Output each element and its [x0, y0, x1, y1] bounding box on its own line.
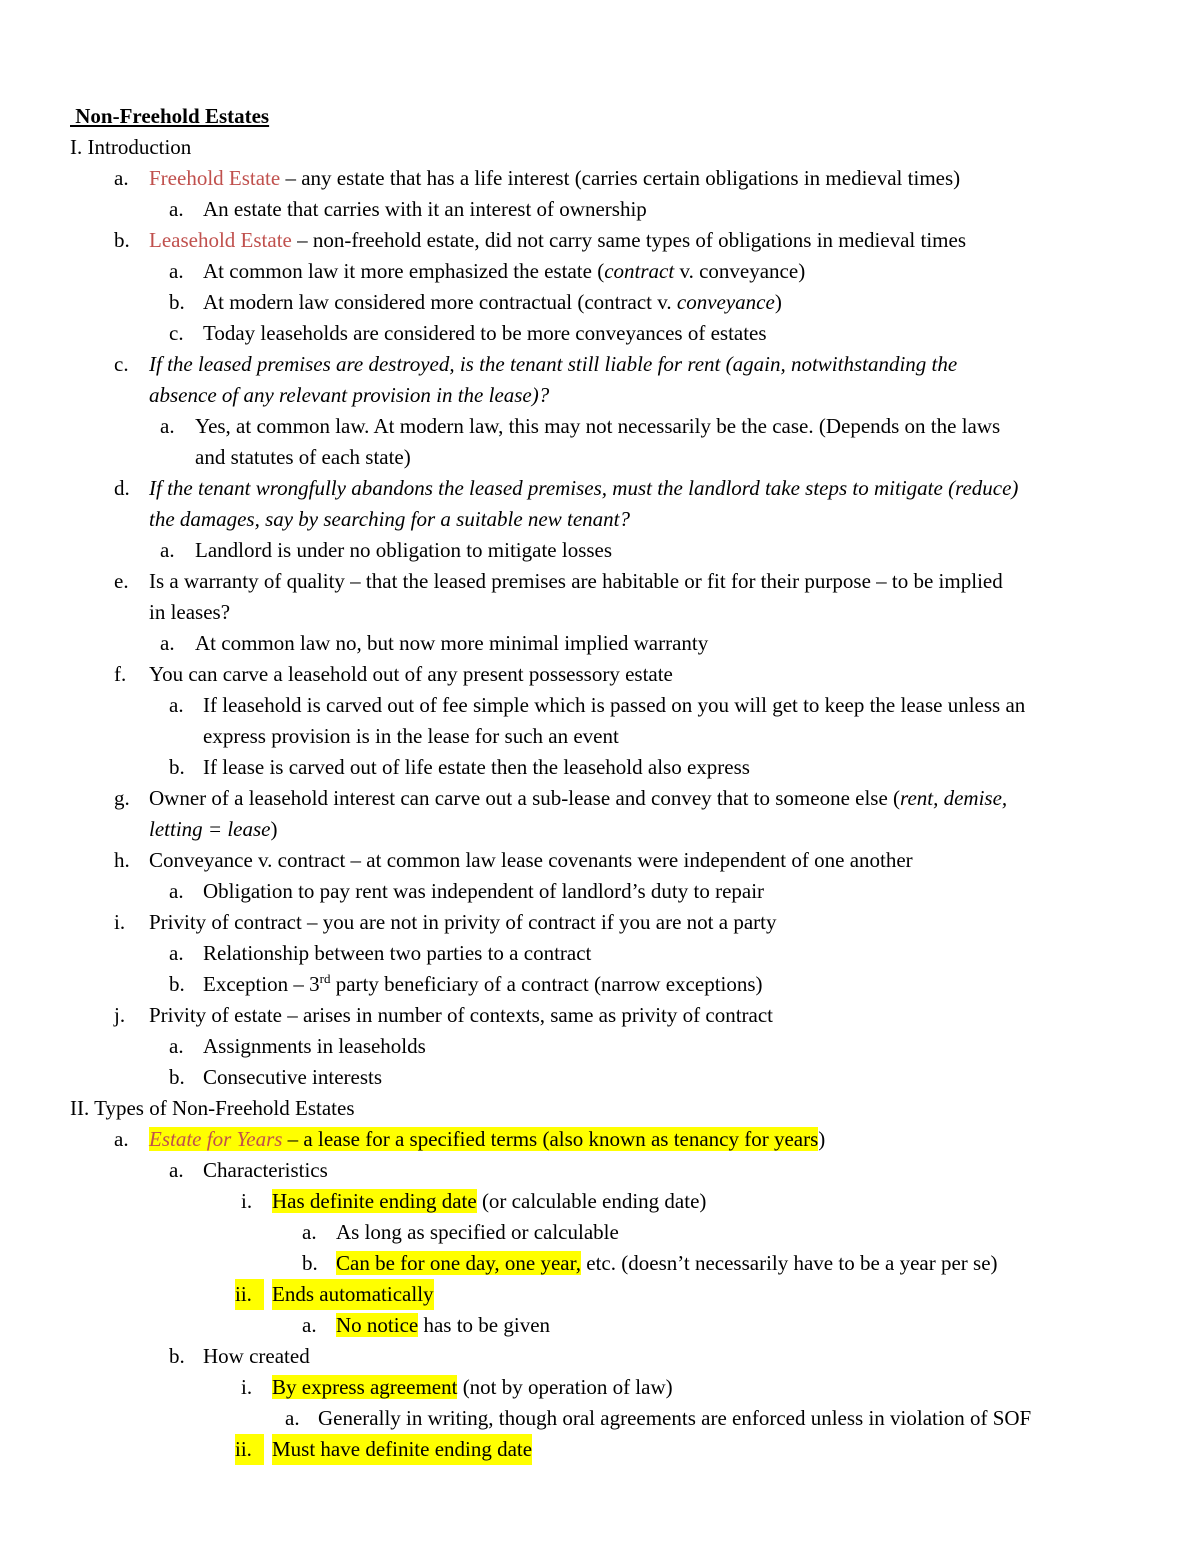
list-item-text: Generally in writing, though oral agreements are enforced unless in violation of SOF	[318, 1406, 1032, 1430]
list-marker: b.	[169, 1344, 185, 1368]
list-marker: b.	[169, 1065, 185, 1089]
list-item-text: Characteristics	[203, 1158, 328, 1182]
list-item-text: and statutes of each state)	[195, 445, 411, 469]
list-marker: a.	[114, 1127, 129, 1151]
list-marker: b.	[169, 290, 185, 314]
list-item-text: in leases?	[149, 600, 231, 624]
highlighted-text: Can be for one day, one year,	[336, 1251, 582, 1275]
list-item-text: (or calculable ending date)	[476, 1189, 707, 1213]
list-marker: h.	[114, 848, 130, 872]
list-item-text: Owner of a leasehold interest can carve out a sub-lease and convey that to someone else (	[149, 786, 901, 810]
question-text: If the leased premises are destroyed, is the tenant still liable for rent (again, notwithstanding the	[149, 352, 958, 376]
list-item-text: Today leaseholds are considered to be more conveyances of estates	[203, 321, 767, 345]
list-item-text: Obligation to pay rent was independent of landlord’s duty to repair	[203, 879, 765, 903]
list-marker: b.	[114, 228, 130, 252]
list-marker: j.	[114, 1003, 126, 1027]
list-marker: a.	[114, 166, 129, 190]
list-marker: a.	[169, 1158, 184, 1182]
list-marker: a.	[169, 197, 184, 221]
list-marker: b.	[169, 972, 185, 996]
emphasis-text: rent, demise,	[900, 786, 1008, 810]
list-marker: a.	[302, 1313, 317, 1337]
list-marker: g.	[114, 786, 130, 810]
list-marker: a.	[169, 879, 184, 903]
list-item-text: Consecutive interests	[203, 1065, 383, 1089]
list-item-text: – any estate that has a life interest (carries certain obligations in medieval times)	[280, 166, 961, 190]
list-item-text: If lease is carved out of life estate then the leasehold also express	[203, 755, 750, 779]
list-marker: f.	[114, 662, 127, 686]
list-marker: a.	[169, 941, 184, 965]
section-heading	[70, 1093, 355, 1124]
list-marker: e.	[114, 569, 129, 593]
highlighted-text: Ends automatically	[272, 1279, 434, 1310]
emphasis-text: contract	[604, 259, 675, 283]
list-marker: b.	[169, 755, 185, 779]
list-marker: ii.	[235, 1434, 264, 1465]
list-marker: a.	[160, 414, 175, 438]
list-item-text: – non-freehold estate, did not carry same types of obligations in medieval times	[291, 228, 967, 252]
term-leasehold-estate: Leasehold Estate	[149, 228, 292, 252]
list-item-text: v. conveyance)	[674, 259, 806, 283]
list-item-text: etc. (doesn’t necessarily have to be a year per se)	[581, 1251, 998, 1275]
list-item-text: )	[818, 1127, 826, 1151]
list-marker: ii.	[235, 1279, 264, 1310]
list-marker: i.	[241, 1375, 253, 1399]
highlighted-text: Must have definite ending date	[272, 1434, 532, 1465]
highlighted-text: – a lease for a specified terms (also known as tenancy for years	[282, 1127, 819, 1151]
list-marker: a.	[160, 538, 175, 562]
ordinal-superscript: rd	[319, 971, 331, 986]
list-item-text: Exception – 3	[203, 972, 320, 996]
list-item-text: )	[774, 290, 782, 314]
list-item-text: An estate that carries with it an interest of ownership	[203, 197, 647, 221]
list-marker: a.	[169, 693, 184, 717]
list-item-text: Relationship between two parties to a contract	[203, 941, 592, 965]
question-text: absence of any relevant provision in the lease)?	[149, 383, 550, 407]
emphasis-text: letting = lease	[149, 817, 271, 841]
section-heading-text: I. Introduction	[70, 135, 192, 159]
list-item-text: express provision is in the lease for such an event	[203, 724, 619, 748]
question-text: If the tenant wrongfully abandons the leased premises, must the landlord take steps to mitigate (reduce)	[149, 476, 1019, 500]
emphasis-text: conveyance	[676, 290, 775, 314]
list-item-text: )	[270, 817, 278, 841]
list-item-text: Landlord is under no obligation to mitigate losses	[195, 538, 613, 562]
list-item-text: has to be given	[418, 1313, 551, 1337]
list-marker: a.	[169, 259, 184, 283]
list-item-text: Conveyance v. contract – at common law lease covenants were independent of one another	[149, 848, 913, 872]
list-item-text: Privity of estate – arises in number of contexts, same as privity of contract	[149, 1003, 774, 1027]
list-item-text: As long as specified or calculable	[336, 1220, 619, 1244]
list-marker: b.	[302, 1251, 318, 1275]
list-item-text: You can carve a leasehold out of any present possessory estate	[149, 662, 673, 686]
list-marker: a.	[160, 631, 175, 655]
list-marker: a.	[169, 1034, 184, 1058]
list-item-text: Privity of contract – you are not in privity of contract if you are not a party	[149, 910, 777, 934]
list-marker: c.	[114, 352, 129, 376]
list-item-text: How created	[203, 1344, 310, 1368]
document-title	[70, 101, 269, 132]
list-item-text: Yes, at common law. At modern law, this may not necessarily be the case. (Depends on the laws	[195, 414, 1001, 438]
list-item-text: (not by operation of law)	[457, 1375, 673, 1399]
list-item-text: Assignments in leaseholds	[203, 1034, 426, 1058]
list-item-text: party beneficiary of a contract (narrow exceptions)	[330, 972, 763, 996]
section-heading-text: II. Types of Non-Freehold Estates	[70, 1096, 355, 1120]
list-marker: c.	[169, 321, 184, 345]
list-item-text: Is a warranty of quality – that the leased premises are habitable or fit for their purpose – to be implied	[149, 569, 1003, 593]
highlighted-text: By express agreement	[272, 1375, 458, 1399]
term-estate-for-years: Estate for Years	[149, 1127, 283, 1151]
list-item-text: If leasehold is carved out of fee simple which is passed on you will get to keep the lease unless an	[203, 693, 1026, 717]
section-heading	[70, 132, 191, 163]
list-marker: a.	[285, 1406, 300, 1430]
title-text: Non-Freehold Estates	[70, 104, 270, 128]
list-item-text: At common law no, but now more minimal implied warranty	[195, 631, 709, 655]
list-marker: d.	[114, 476, 130, 500]
term-freehold-estate: Freehold Estate	[149, 166, 281, 190]
list-marker: a.	[302, 1220, 317, 1244]
highlighted-text: Has definite ending date	[272, 1189, 477, 1213]
list-item-text: At common law it more emphasized the estate (	[203, 259, 605, 283]
list-marker: i.	[114, 910, 126, 934]
question-text: the damages, say by searching for a suitable new tenant?	[149, 507, 630, 531]
highlighted-text: No notice	[336, 1313, 419, 1337]
list-marker: i.	[241, 1189, 253, 1213]
list-item-text: At modern law considered more contractual (contract v.	[203, 290, 677, 314]
